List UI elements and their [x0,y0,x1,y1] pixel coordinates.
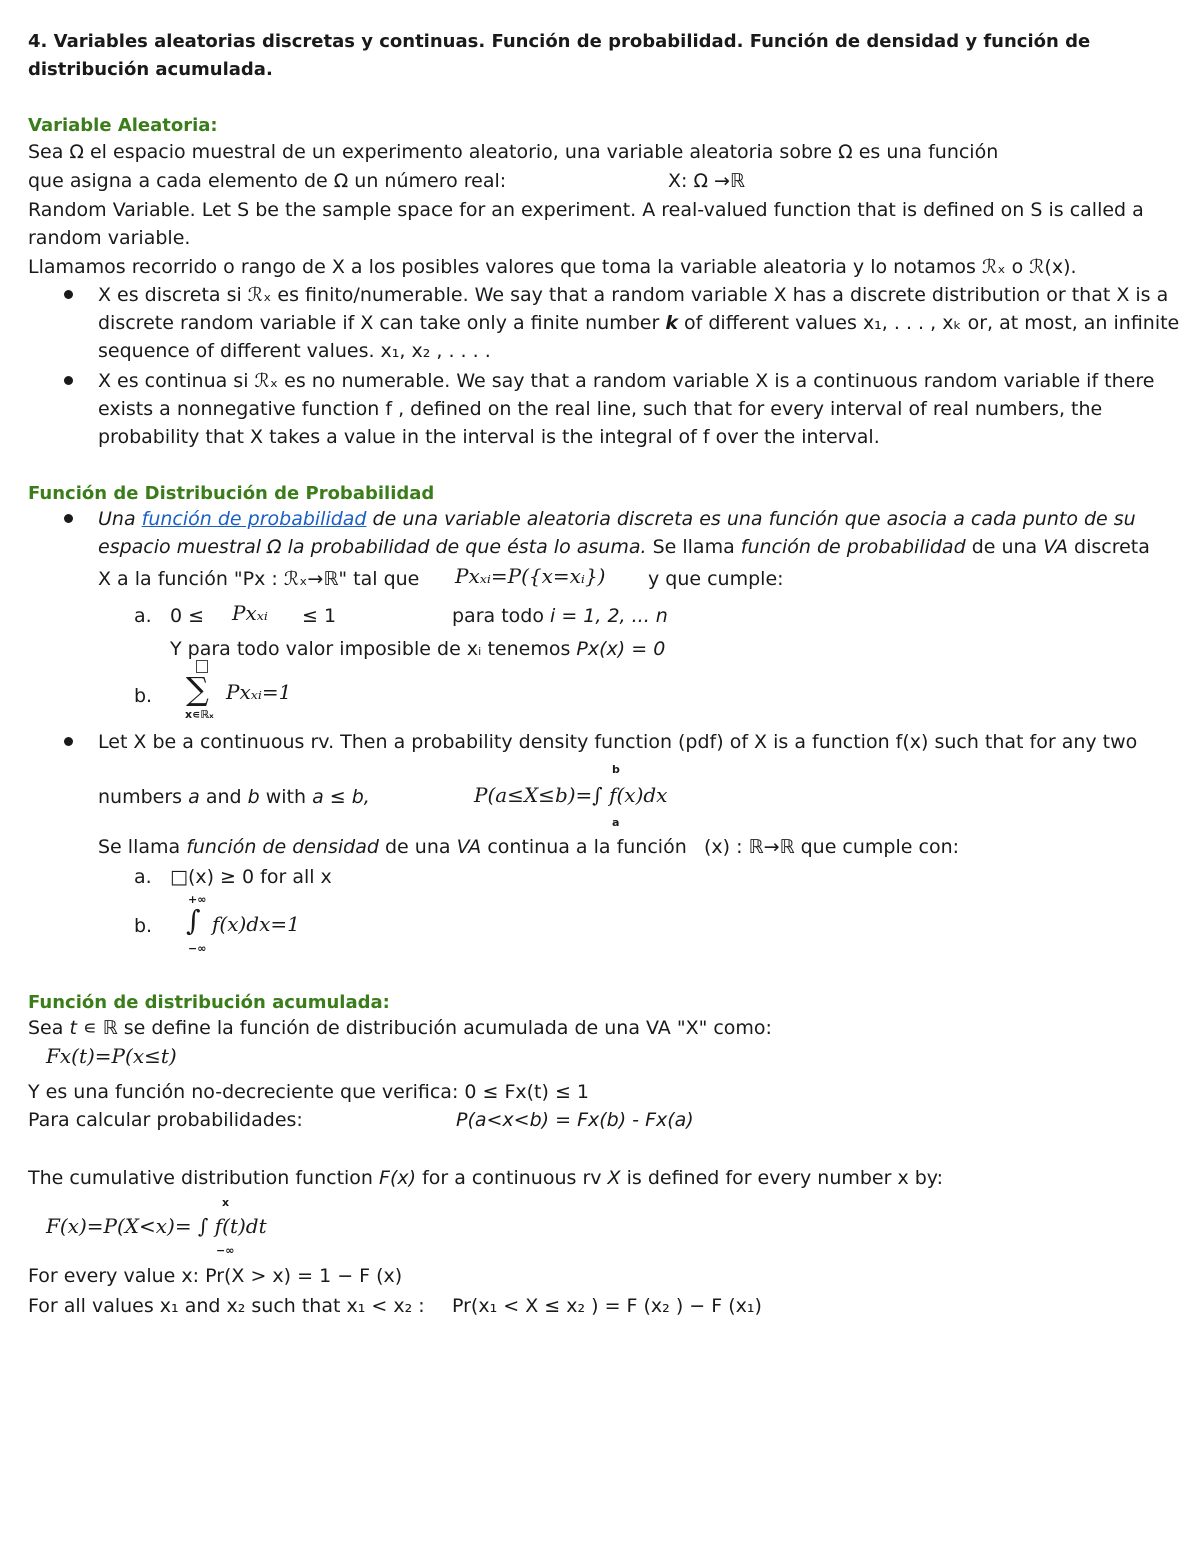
s1-bullet-1-line-2 [98,311,1179,335]
s3-prob-formula: P(a<x<b) = Fx(b) - Fx(a) [456,1109,694,1131]
s2-bullet-2-line-1: Let X be a continuous rv. Then a probability density function (pdf) of X is a function f(x) such that for any two [98,731,1138,753]
page-title-line-1: 4. Variables aleatorias discretas y continuas. Función de probabilidad. Función de densidad y función de [28,31,1091,52]
integral-upper-inf: +∞ [188,893,207,906]
sum-symbol: ∑ [186,670,209,708]
s2-b1-l2d: de una [971,536,1038,558]
sum-subscript: x∊ℝₓ [185,708,214,721]
cond-a-l2a: Y para todo valor imposible de xᵢ tenemos [170,638,571,660]
b2-a: a [188,786,200,808]
bullet-dot [64,376,73,385]
s2-bullet-1-line-1 [98,507,1136,531]
b2-l3e: continua a la función [487,836,687,858]
b1-l2b: of different values x₁, . . . , xₖ or, at most, an infinite [684,312,1180,334]
s3-t: t [69,1017,77,1039]
s3-l5b: F(x) [379,1167,417,1189]
s2-b1-l3b: y que cumple: [648,568,784,590]
s2-b1-l2a: espacio muestral Ω la probabilidad de que ésta lo asuma. [98,536,647,558]
cond-a-right: ≤ 1 [302,605,337,627]
s3-line-8-formula: Pr(x₁ < X ≤ x₂ ) = F (x₂ ) − F (x₁) [452,1295,762,1317]
s3-l5e: is defined for every number x by: [626,1167,944,1189]
s1-bullet-1-line-1: X es discreta si ℛₓ es finito/numerable. We say that a random variable X has a discrete distribution or that X is a [98,284,1169,306]
cdf-formula: Fx(t)=P(x≤t) [46,1044,177,1068]
section-heading-variable-aleatoria: Variable Aleatoria: [28,115,218,136]
s1-bullet-1-line-3: sequence of different values. x₁, x₂ , . . . . [98,340,491,362]
integral-upper-b: b [612,763,620,776]
s2-bullet-1-line-2 [98,535,1150,559]
s3-line-3: Y es una función no-decreciente que verifica: 0 ≤ Fx(t) ≤ 1 [28,1081,590,1103]
cond-a-index: i = 1, 2, ... n [550,605,668,627]
b2-numbers: numbers [98,786,183,808]
bullet-dot [64,514,73,523]
cond-a-left: 0 ≤ [170,605,205,627]
s1-mapping: X: Ω →ℝ [668,170,745,192]
density-cond-a: □(x) ≥ 0 for all x [170,866,332,888]
s2-b1-l2e: VA [1043,536,1068,558]
s1-bullet-2-line-2: exists a nonnegative function f , defined on the real line, such that for every interval of real numbers, the [98,398,1103,420]
b2-l3c: de una [384,836,451,858]
cdf-integral-lower-inf: −∞ [216,1244,235,1257]
cdf-integral-upper-x: x [222,1196,230,1209]
s3-l5d: X [607,1167,621,1189]
list-label-a2: a. [134,866,152,888]
s2-b1-una: Una [98,508,136,530]
s2-bullet-1-line-3: X a la función "Px : ℛₓ→ℝ" tal que [98,568,420,590]
s1-line-5: Llamamos recorrido o rango de X a los posibles valores que toma la variable aleatoria y lo notamos ℛₓ o ℛ(x). [28,256,1077,278]
cond-a-l2b: Px(x) = 0 [576,638,666,660]
b2-l3f: (x) : ℝ→ℝ que cumple con: [704,836,960,858]
integral-lower-a: a [612,816,620,829]
s1-bullet-2-line-1: X es continua si ℛₓ es no numerable. We say that a random variable X is a continuous random variable if there [98,370,1155,392]
b2-l3d: VA [456,836,482,858]
s3-line-5 [28,1166,943,1190]
s3-l5c: for a continuous rv [422,1167,602,1189]
cond-a-range [452,604,668,628]
funcion-de-probabilidad-link[interactable]: función de probabilidad [141,508,367,530]
list-label-b2: b. [134,915,153,937]
b2-ab: a ≤ b, [312,786,370,808]
s2-bullet-2-line-3 [98,835,687,859]
b1-l2a: discrete random variable if X can take only a finite number [98,312,660,334]
b2-b: b [247,786,260,808]
cdf-continuous-formula: F(x)=P(X<x)= ∫ f(t)dt [46,1214,267,1238]
s3-l5a: The cumulative distribution function [28,1167,373,1189]
s3-line-7: For every value x: Pr(X > x) = 1 − F (x) [28,1265,403,1287]
s2-bullet-2-line-2 [98,785,370,809]
sum-formula: Pxₓᵢ=1 [226,680,292,704]
integral-symbol: ∫ [186,904,201,937]
density-integral-formula: f(x)dx=1 [212,912,300,936]
s2-b1-rest: de una variable aleatoria discreta es una función que asocia a cada punto de su [372,508,1136,530]
s1-line-4: random variable. [28,227,191,249]
list-label-a: a. [134,605,152,627]
b1-k: k [665,312,678,334]
b2-and: and [205,786,242,808]
b2-l3b: función de densidad [186,836,379,858]
list-label-b: b. [134,685,153,707]
s1-line-3: Random Variable. Let S be the sample space for an experiment. A real-valued function that is defined on S is called a [28,199,1144,221]
s1-line-2 [28,169,506,193]
s3-rest: ∊ ℝ se define la función de distribución acumulada de una VA "X" como: [82,1017,772,1039]
section-heading-distribucion-probabilidad: Función de Distribución de Probabilidad [28,483,435,504]
s3-line-1 [28,1016,772,1040]
bullet-dot [64,290,73,299]
page-title-line-2: distribución acumulada. [28,59,273,80]
cond-a-para-todo: para todo [452,605,544,627]
b2-with: with [265,786,307,808]
s2-b1-l2f: discreta [1074,536,1150,558]
cond-a-line-2 [170,637,665,661]
s3-sea: Sea [28,1017,64,1039]
s1-bullet-2-line-3: probability that X takes a value in the interval is the integral of f over the interval. [98,426,880,448]
s3-line-4: Para calcular probabilidades: [28,1109,303,1131]
cond-a-formula: Pxₓᵢ [232,601,268,625]
pdf-integral-formula: P(a≤X≤b)=∫ f(x)dx [474,783,668,807]
section-heading-distribucion-acumulada: Función de distribución acumulada: [28,992,390,1013]
b2-l3a: Se llama [98,836,181,858]
integral-lower-inf: −∞ [188,942,207,955]
s1-line-1: Sea Ω el espacio muestral de un experimento aleatorio, una variable aleatoria sobre Ω es una función [28,141,999,163]
s2-b1-l2b: Se llama [652,536,735,558]
probability-function-formula: Pxₓᵢ=P({x=xᵢ}) [455,564,606,588]
s2-b1-l2c: función de probabilidad [740,536,966,558]
bullet-dot [64,737,73,746]
s3-line-8: For all values x₁ and x₂ such that x₁ < x₂ : [28,1295,425,1317]
s1-line-2-text: que asigna a cada elemento de Ω un número real: [28,170,507,192]
